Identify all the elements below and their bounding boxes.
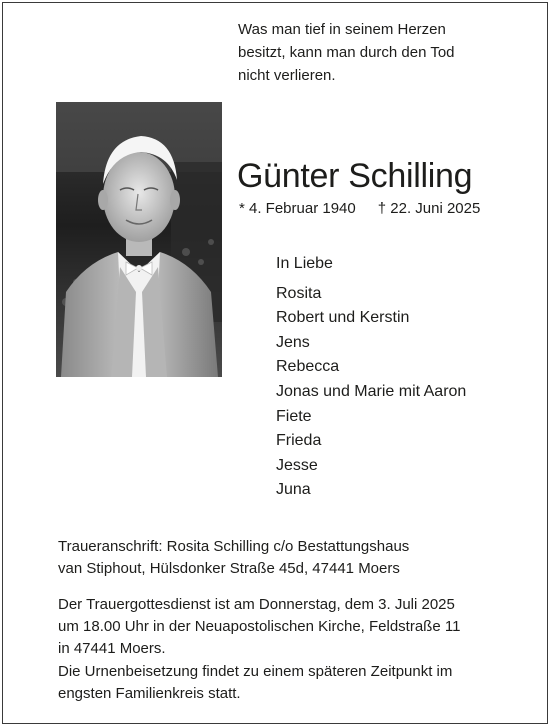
deceased-name: Günter Schilling bbox=[237, 157, 473, 195]
mourners-list bbox=[276, 252, 466, 503]
mourner-name: Robert und Kerstin bbox=[276, 309, 410, 327]
life-dates bbox=[239, 199, 480, 219]
portrait-photo bbox=[56, 102, 222, 377]
mourner-name: Juna bbox=[276, 481, 311, 499]
mourning-address: Traueranschrift: Rosita Schilling c/o Bestattungshaus van Stiphout, Hülsdonker Straße 45d, 47441 Moers bbox=[58, 538, 410, 577]
quote-text: Was man tief in seinem Herzen besitzt, kann man durch den Tod nicht verlieren. bbox=[238, 21, 455, 84]
mourner-name: Jens bbox=[276, 333, 310, 351]
mourner-name: Fiete bbox=[276, 407, 312, 425]
mourners-intro: In Liebe bbox=[276, 255, 333, 272]
birth-date: * 4. Februar 1940 bbox=[239, 200, 356, 217]
death-date: † 22. Juni 2025 bbox=[377, 200, 481, 217]
mourner-name: Rebecca bbox=[276, 358, 340, 376]
funeral-service-info: Der Trauergottesdienst ist am Donnerstag, dem 3. Juli 2025 um 18.00 Uhr in der Neuapostolischen Kirche, Feldstraße 11 in 47441 Moers. bbox=[58, 596, 461, 657]
mourner-name: Jonas und Marie mit Aaron bbox=[276, 382, 467, 400]
mourner-name: Rosita bbox=[276, 284, 322, 302]
mourner-name: Jesse bbox=[276, 456, 318, 474]
mourner-name: Frieda bbox=[276, 432, 322, 450]
urn-burial-info: Die Urnenbeisetzung findet zu einem späteren Zeitpunkt im engsten Familienkreis statt. bbox=[58, 663, 453, 702]
